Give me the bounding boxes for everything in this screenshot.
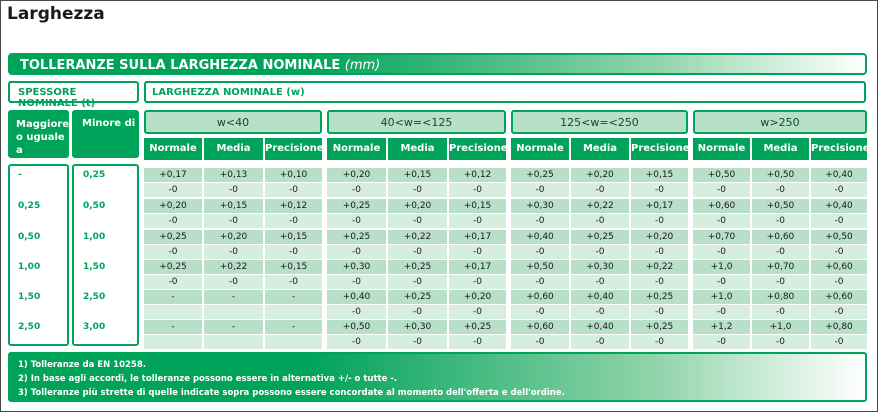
tolerance-plus-cell: +0,20 <box>571 168 629 182</box>
tolerance-minus-cell: -0 <box>631 214 688 228</box>
tolerance-plus-cell: +0,40 <box>571 320 629 334</box>
tolerance-plus-cell: +0,12 <box>265 199 322 213</box>
tolerance-plus-cell: +0,22 <box>204 260 263 274</box>
tolerance-minus-cell: -0 <box>511 183 569 197</box>
tolerance-plus-cell: +0,25 <box>144 230 202 244</box>
range-header: 125<w=<250 <box>511 110 688 134</box>
tolerance-plus-cell: +0,20 <box>388 199 447 213</box>
tolerance-minus-cell: -0 <box>327 335 386 349</box>
header-minore: Minore di <box>72 110 139 158</box>
tolerance-plus-cell: +0,25 <box>511 168 569 182</box>
tolerance-plus-cell: +0,17 <box>144 168 202 182</box>
tolerance-minus-cell <box>204 335 263 349</box>
tolerance-plus-cell: +0,40 <box>811 168 867 182</box>
range-header: 40<w=<125 <box>327 110 506 134</box>
min-thickness-value: 1,00 <box>18 262 41 272</box>
tolerance-minus-cell: -0 <box>204 183 263 197</box>
tolerance-plus-cell: +0,15 <box>449 199 506 213</box>
tolerance-plus-cell: +0,80 <box>811 320 867 334</box>
tolerance-minus-cell: -0 <box>631 183 688 197</box>
spessore-label: SPESSORE NOMINALE (t) <box>8 81 139 103</box>
tolerance-minus-cell: -0 <box>265 214 322 228</box>
tolerance-minus-cell: -0 <box>571 305 629 319</box>
tolerance-plus-cell: +0,22 <box>631 260 688 274</box>
max-thickness-value: 1,00 <box>83 232 106 242</box>
tolerance-minus-cell: -0 <box>327 214 386 228</box>
tolerance-minus-cell: -0 <box>752 275 809 289</box>
tolerance-minus-cell: -0 <box>449 305 506 319</box>
tolerance-plus-cell: +1,0 <box>693 290 750 304</box>
tolerance-plus-cell: +0,70 <box>752 260 809 274</box>
tolerance-plus-cell: +0,15 <box>631 168 688 182</box>
note-line: 1) Tolleranze da EN 10258. <box>18 360 146 370</box>
tolerance-plus-cell: +0,40 <box>327 290 386 304</box>
tolerance-minus-cell: -0 <box>693 305 750 319</box>
tolerance-plus-cell: +0,60 <box>811 290 867 304</box>
tolerance-plus-cell: +0,60 <box>511 320 569 334</box>
tolerance-minus-cell: -0 <box>571 335 629 349</box>
header-maggiore: Maggiore o uguale a <box>8 110 69 158</box>
min-column <box>8 164 69 346</box>
tolerance-plus-cell: - <box>204 290 263 304</box>
tolerance-plus-cell: +0,30 <box>327 260 386 274</box>
sub-header-normale: Normale <box>144 138 202 160</box>
tolerance-minus-cell: -0 <box>811 305 867 319</box>
tolerance-minus-cell: -0 <box>511 214 569 228</box>
tolerance-plus-cell: - <box>265 290 322 304</box>
max-column <box>72 164 139 346</box>
tolerance-plus-cell: +0,15 <box>204 199 263 213</box>
tolerance-minus-cell: -0 <box>204 275 263 289</box>
tolerance-plus-cell: +0,22 <box>388 230 447 244</box>
tolerance-minus-cell: -0 <box>631 305 688 319</box>
tolerance-plus-cell: +0,30 <box>388 320 447 334</box>
tolerance-plus-cell: - <box>204 320 263 334</box>
tolerance-minus-cell: -0 <box>571 245 629 259</box>
tolerance-plus-cell: +0,20 <box>204 230 263 244</box>
tolerance-plus-cell: +0,40 <box>571 290 629 304</box>
tolerance-plus-cell: +0,40 <box>511 230 569 244</box>
tolerance-plus-cell: +1,0 <box>752 320 809 334</box>
tolerance-minus-cell: -0 <box>811 183 867 197</box>
tolerance-plus-cell: +0,30 <box>571 260 629 274</box>
table-title-unit: (mm) <box>344 58 381 73</box>
table-title <box>8 53 867 75</box>
tolerance-plus-cell: +0,60 <box>752 230 809 244</box>
tolerance-plus-cell: +0,25 <box>388 260 447 274</box>
tolerance-minus-cell: -0 <box>144 275 202 289</box>
tolerance-minus-cell <box>265 335 322 349</box>
tolerance-minus-cell: -0 <box>811 275 867 289</box>
tolerance-minus-cell: -0 <box>571 214 629 228</box>
tolerance-minus-cell: -0 <box>265 183 322 197</box>
sub-header-precisione: Precisione <box>811 138 867 160</box>
tolerance-plus-cell: +0,17 <box>449 230 506 244</box>
tolerance-plus-cell: +0,50 <box>511 260 569 274</box>
max-thickness-value: 1,50 <box>83 262 106 272</box>
tolerance-plus-cell: +0,60 <box>511 290 569 304</box>
tolerance-plus-cell: +0,25 <box>388 290 447 304</box>
tolerance-plus-cell: +0,50 <box>752 199 809 213</box>
tolerance-plus-cell: +0,25 <box>327 199 386 213</box>
tolerance-plus-cell: +0,25 <box>144 260 202 274</box>
max-thickness-value: 0,50 <box>83 201 106 211</box>
notes-box <box>8 352 867 402</box>
tolerance-plus-cell: +0,60 <box>693 199 750 213</box>
tolerance-plus-cell: +0,17 <box>449 260 506 274</box>
sub-header-media: Media <box>752 138 809 160</box>
tolerance-minus-cell: -0 <box>752 245 809 259</box>
tolerance-minus-cell <box>144 335 202 349</box>
note-line: 3) Tolleranze più strette di quelle indicate sopra possono essere concordate al momento dell'offerta e dell'ordine. <box>18 388 565 398</box>
tolerance-minus-cell: -0 <box>388 245 447 259</box>
tolerance-minus-cell: -0 <box>327 183 386 197</box>
tolerance-minus-cell: -0 <box>388 275 447 289</box>
tolerance-minus-cell: -0 <box>388 214 447 228</box>
note-line: 2) In base agli accordi, le tolleranze possono essere in alternativa +/- o tutte -. <box>18 374 398 384</box>
tolerance-minus-cell: -0 <box>388 335 447 349</box>
tolerance-minus-cell: -0 <box>327 275 386 289</box>
sub-header-precisione: Precisione <box>265 138 322 160</box>
tolerance-minus-cell: -0 <box>752 305 809 319</box>
tolerance-plus-cell: +0,15 <box>265 260 322 274</box>
tolerance-minus-cell: -0 <box>449 214 506 228</box>
tolerance-plus-cell: +0,15 <box>388 168 447 182</box>
tolerance-minus-cell: -0 <box>144 183 202 197</box>
tolerance-plus-cell: +0,70 <box>693 230 750 244</box>
tolerance-minus-cell: -0 <box>388 305 447 319</box>
tolerance-minus-cell: -0 <box>265 245 322 259</box>
tolerance-minus-cell: -0 <box>327 245 386 259</box>
tolerance-minus-cell: -0 <box>449 183 506 197</box>
tolerance-plus-cell: +0,40 <box>811 199 867 213</box>
tolerance-minus-cell: -0 <box>511 335 569 349</box>
tolerance-minus-cell: -0 <box>811 214 867 228</box>
tolerance-minus-cell: -0 <box>204 214 263 228</box>
larghezza-label: LARGHEZZA NOMINALE (w) <box>144 81 866 103</box>
tolerance-plus-cell: +0,25 <box>571 230 629 244</box>
tolerance-plus-cell: +0,22 <box>571 199 629 213</box>
tolerance-plus-cell: - <box>144 290 202 304</box>
tolerance-plus-cell: +0,13 <box>204 168 263 182</box>
tolerance-plus-cell: +0,10 <box>265 168 322 182</box>
tolerance-plus-cell: +0,60 <box>811 260 867 274</box>
tolerance-plus-cell: +0,20 <box>327 168 386 182</box>
tolerance-plus-cell: +0,20 <box>449 290 506 304</box>
tolerance-plus-cell: +0,30 <box>511 199 569 213</box>
tolerance-plus-cell: +0,20 <box>631 230 688 244</box>
tolerance-plus-cell: +0,80 <box>752 290 809 304</box>
tolerance-plus-cell: +0,12 <box>449 168 506 182</box>
tolerance-minus-cell: -0 <box>449 275 506 289</box>
tolerance-minus-cell: -0 <box>388 183 447 197</box>
tolerance-plus-cell: +0,50 <box>327 320 386 334</box>
tolerance-minus-cell: -0 <box>631 275 688 289</box>
tolerance-minus-cell: -0 <box>811 245 867 259</box>
max-thickness-value: 2,50 <box>83 292 106 302</box>
tolerance-minus-cell: -0 <box>449 245 506 259</box>
tolerance-plus-cell: +0,15 <box>265 230 322 244</box>
tolerance-minus-cell: -0 <box>144 214 202 228</box>
sub-header-precisione: Precisione <box>631 138 688 160</box>
tolerance-minus-cell: -0 <box>571 183 629 197</box>
sub-header-media: Media <box>388 138 447 160</box>
table-title-text: TOLLERANZE SULLA LARGHEZZA NOMINALE <box>20 58 341 73</box>
min-thickness-value: 0,25 <box>18 201 41 211</box>
max-thickness-value: 3,00 <box>83 322 106 332</box>
min-thickness-value: 2,50 <box>18 322 41 332</box>
tolerance-plus-cell: +0,50 <box>752 168 809 182</box>
tolerance-minus-cell: -0 <box>693 183 750 197</box>
tolerance-plus-cell: +0,50 <box>811 230 867 244</box>
tolerance-plus-cell: +0,50 <box>693 168 750 182</box>
tolerance-plus-cell: +0,25 <box>631 320 688 334</box>
min-thickness-value: 1,50 <box>18 292 41 302</box>
sub-header-media: Media <box>571 138 629 160</box>
min-thickness-value: - <box>18 170 22 180</box>
tolerance-plus-cell: - <box>144 320 202 334</box>
tolerance-minus-cell: -0 <box>511 305 569 319</box>
sub-header-media: Media <box>204 138 263 160</box>
page-title: Larghezza <box>7 4 105 24</box>
tolerance-plus-cell: +0,20 <box>144 199 202 213</box>
range-header: w>250 <box>693 110 867 134</box>
tolerance-minus-cell: -0 <box>811 335 867 349</box>
tolerance-minus-cell: -0 <box>144 245 202 259</box>
tolerance-minus-cell <box>144 305 202 319</box>
tolerance-plus-cell: +0,25 <box>327 230 386 244</box>
tolerance-minus-cell: -0 <box>693 335 750 349</box>
sub-header-normale: Normale <box>511 138 569 160</box>
tolerance-minus-cell: -0 <box>693 245 750 259</box>
tolerance-minus-cell: -0 <box>693 275 750 289</box>
tolerance-minus-cell <box>265 305 322 319</box>
tolerance-plus-cell: +0,25 <box>631 290 688 304</box>
tolerance-minus-cell: -0 <box>631 245 688 259</box>
range-header: w<40 <box>144 110 322 134</box>
tolerance-minus-cell: -0 <box>449 335 506 349</box>
min-thickness-value: 0,50 <box>18 232 41 242</box>
tolerance-minus-cell: -0 <box>571 275 629 289</box>
tolerance-minus-cell: -0 <box>511 245 569 259</box>
tolerance-minus-cell: -0 <box>752 335 809 349</box>
tolerance-minus-cell: -0 <box>631 335 688 349</box>
max-thickness-value: 0,25 <box>83 170 106 180</box>
tolerance-plus-cell: +0,25 <box>449 320 506 334</box>
tolerance-plus-cell: +1,0 <box>693 260 750 274</box>
tolerance-plus-cell: +1,2 <box>693 320 750 334</box>
tolerance-minus-cell <box>204 305 263 319</box>
tolerance-minus-cell: -0 <box>511 275 569 289</box>
sub-header-normale: Normale <box>693 138 750 160</box>
sub-header-precisione: Precisione <box>449 138 506 160</box>
tolerance-plus-cell: +0,17 <box>631 199 688 213</box>
tolerance-minus-cell: -0 <box>204 245 263 259</box>
tolerance-minus-cell: -0 <box>752 214 809 228</box>
tolerance-minus-cell: -0 <box>693 214 750 228</box>
tolerance-minus-cell: -0 <box>327 305 386 319</box>
tolerance-minus-cell: -0 <box>265 275 322 289</box>
tolerance-minus-cell: -0 <box>752 183 809 197</box>
tolerance-plus-cell: - <box>265 320 322 334</box>
sub-header-normale: Normale <box>327 138 386 160</box>
